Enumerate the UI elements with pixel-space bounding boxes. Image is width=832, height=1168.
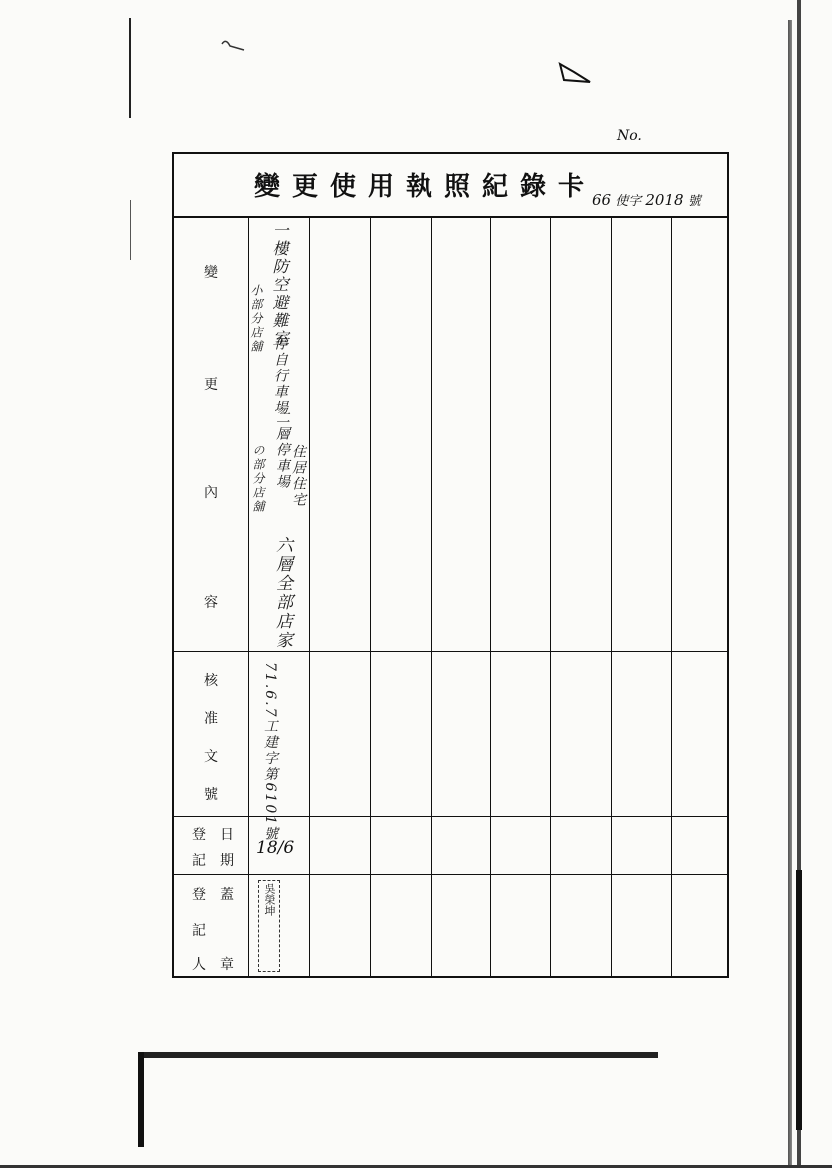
- card-title: 變更使用執照紀錄卡: [254, 172, 597, 202]
- col-divider-6: [611, 216, 612, 976]
- col-divider-3: [431, 216, 432, 976]
- label-seal-1: 登: [192, 887, 206, 903]
- row-divider-3: [174, 874, 727, 875]
- handwriting-approval: 71.6.7工建字第6101號: [262, 662, 278, 843]
- scan-artifact-bottom-vertical: [138, 1052, 144, 1147]
- scan-edge-right-dark: [796, 870, 802, 1130]
- row-divider-1: [174, 651, 727, 652]
- row-divider-2: [174, 816, 727, 817]
- scan-artifact-bottom-bar: [138, 1052, 658, 1058]
- scan-artifact-left-line: [129, 18, 131, 118]
- document-number: [592, 190, 701, 209]
- registrar-stamp: 吳榮坤: [258, 880, 280, 972]
- handwriting-change-5: 住居住宅: [290, 444, 306, 508]
- label-date-4: 期: [220, 853, 234, 869]
- label-seal-5: 章: [220, 957, 234, 973]
- handwriting-change-7: 六層全部店家: [272, 536, 292, 650]
- handwriting-date: 18/6: [256, 838, 295, 858]
- scan-artifact-left-line-2: [130, 200, 131, 260]
- label-seal-4: 蓋: [220, 887, 234, 903]
- label-change-1: 變: [204, 265, 218, 281]
- label-approval-4: 號: [204, 787, 218, 803]
- doc-number-mid: 使字: [615, 194, 642, 209]
- label-change-2: 更: [204, 377, 218, 393]
- pen-mark-icon: [556, 60, 596, 90]
- label-date-3: 日: [220, 827, 234, 843]
- label-seal-2: 記: [192, 923, 206, 939]
- doc-number-suffix: 號: [687, 194, 701, 209]
- doc-number-prefix: 66: [592, 191, 612, 209]
- pen-tick-icon: [218, 36, 248, 56]
- label-approval-3: 文: [204, 749, 218, 765]
- label-date-1: 登: [192, 827, 206, 843]
- title-row: [174, 154, 727, 218]
- handwriting-change-4: 二層停車場: [274, 410, 290, 490]
- label-approval-2: 准: [204, 711, 218, 727]
- scan-edge-right: [788, 20, 792, 1168]
- label-seal-3: 人: [192, 957, 206, 973]
- col-divider-2: [370, 216, 371, 976]
- col-divider-4: [490, 216, 491, 976]
- record-card: [172, 152, 729, 978]
- label-change-3: 內: [204, 485, 218, 501]
- label-change-4: 容: [204, 595, 218, 611]
- label-date-2: 記: [192, 853, 206, 869]
- number-label: No.: [617, 128, 642, 144]
- handwriting-change-2: 停自行車場: [272, 336, 288, 416]
- col-divider-5: [550, 216, 551, 976]
- col-divider-7: [671, 216, 672, 976]
- handwriting-change-1: 一樓防空避難室: [270, 222, 289, 348]
- handwriting-change-3: 小部分店舖: [249, 284, 263, 354]
- label-approval-1: 核: [204, 673, 218, 689]
- col-divider-1: [309, 216, 310, 976]
- doc-number-value: 2018: [645, 191, 684, 209]
- handwriting-change-6: の部分店舖: [251, 444, 265, 514]
